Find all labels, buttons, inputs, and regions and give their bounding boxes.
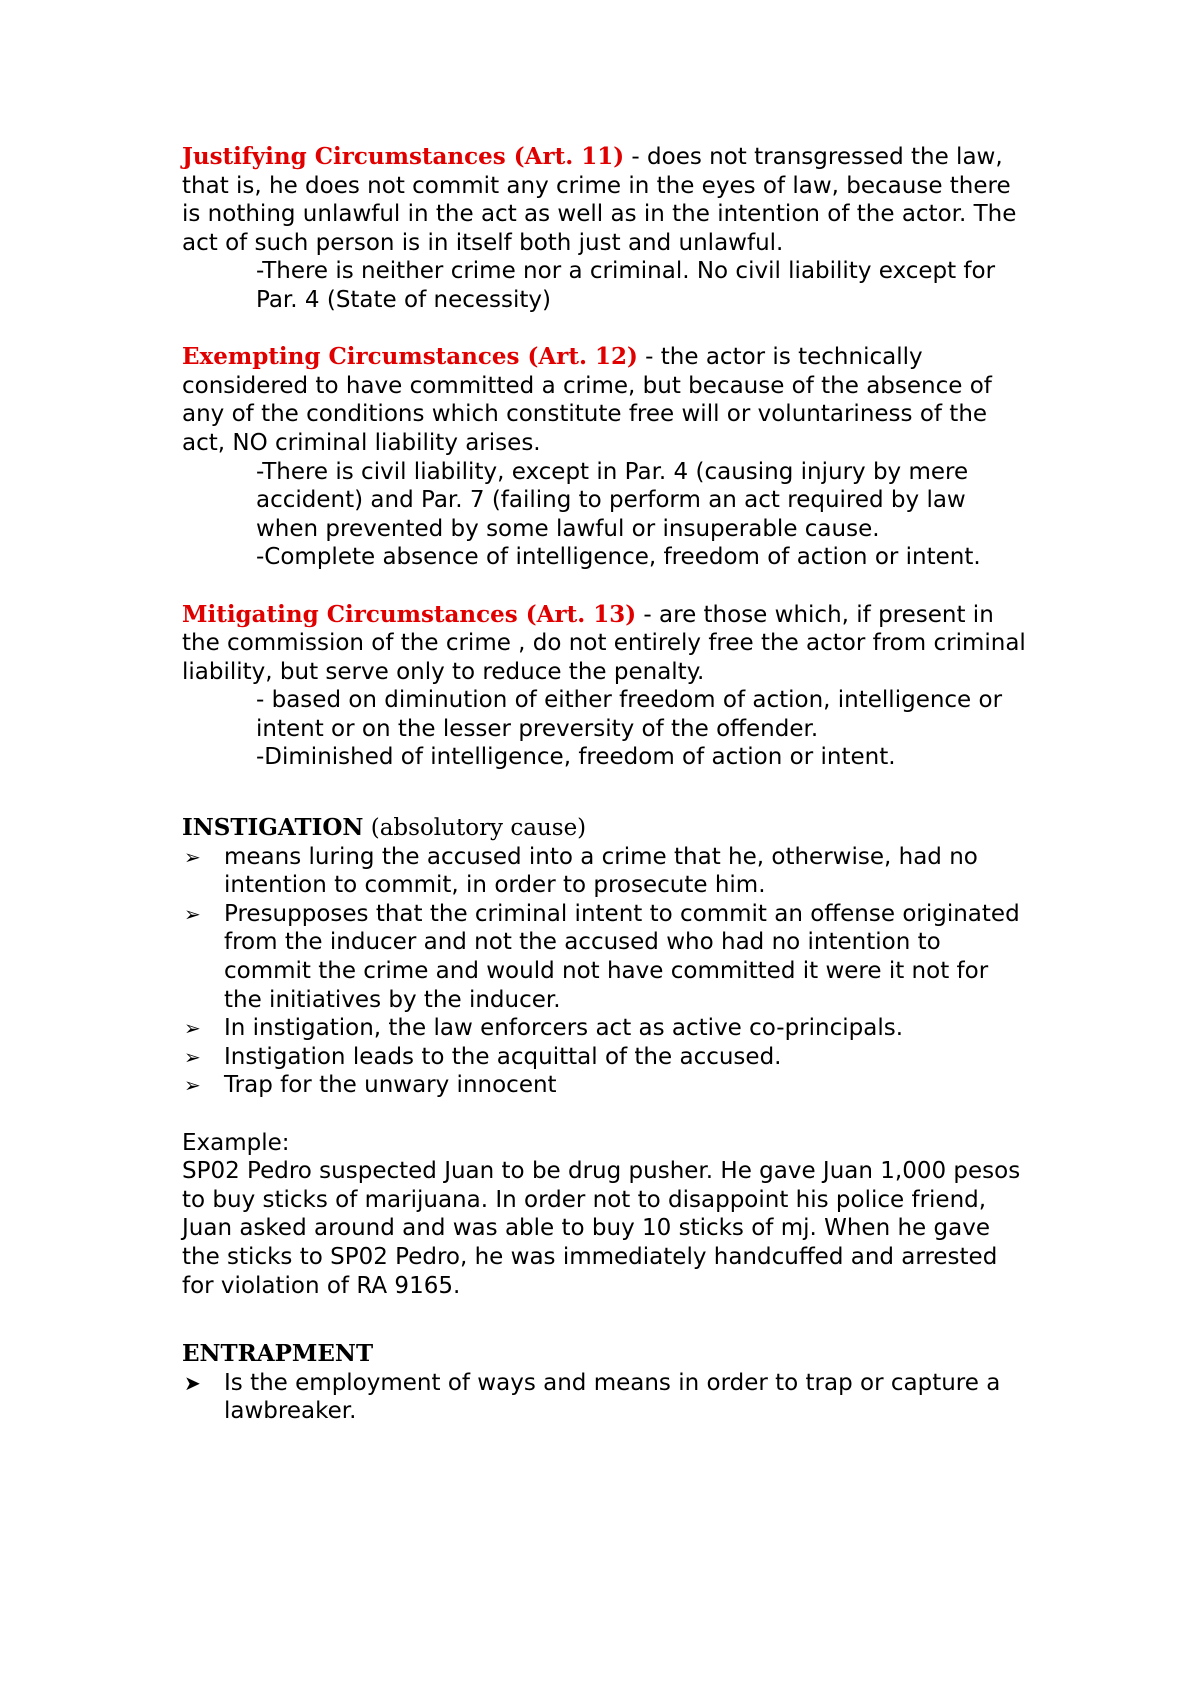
list-item bbox=[182, 900, 1032, 1014]
justifying-paragraph bbox=[182, 143, 1032, 257]
spacer bbox=[182, 772, 1032, 814]
spacer bbox=[182, 1100, 1032, 1129]
arrowhead-bullet-icon: ➢ bbox=[184, 1044, 201, 1069]
arrowhead-bullet-icon: ➢ bbox=[184, 1016, 201, 1041]
example-text: SP02 Pedro suspected Juan to be drug pusher. He gave Juan 1,000 pesos to buy sticks of marijuana. In order not to disappoint his police friend, Juan asked around and was able to buy 10 sticks of mj. When he gave the sticks to SP02 Pedro, he was immediately handcuffed and arrested for violation of RA 9165. bbox=[182, 1158, 1021, 1299]
exempting-title: Exempting Circumstances (Art. 12) bbox=[182, 343, 638, 371]
exempting-paragraph bbox=[182, 343, 1032, 457]
list-item-text: Instigation leads to the acquittal of the accused. bbox=[224, 1043, 782, 1070]
mitigating-text: - are those which, if present in the commission of the crime , do not entirely free the actor from criminal liability, but serve only to reduce the penalty. bbox=[182, 601, 1026, 685]
mitigating-paragraph bbox=[182, 601, 1032, 687]
mitigating-note-1: - based on diminution of either freedom of action, intelligence or intent or on the lesser preversity of the offender. bbox=[256, 687, 1003, 742]
instigation-list bbox=[182, 843, 1032, 1100]
list-item-text: In instigation, the law enforcers act as active co-principals. bbox=[224, 1015, 904, 1042]
list-item-text: Is the employment of ways and means in order to trap or capture a lawbreaker. bbox=[224, 1369, 1001, 1425]
list-item bbox=[182, 1369, 1032, 1426]
list-item bbox=[182, 1043, 1032, 1072]
exempting-text: - the actor is technically considered to have committed a crime, but because of the absence of any of the conditions which constitute free will or voluntariness of the act, NO criminal liability arises. bbox=[182, 344, 992, 456]
list-item-text: means luring the accused into a crime that he, otherwise, had no intention to commit, in order to prosecute him. bbox=[224, 843, 978, 899]
spacer bbox=[182, 315, 1032, 344]
list-item bbox=[182, 1071, 1032, 1100]
list-item-text: Trap for the unwary innocent bbox=[224, 1072, 557, 1099]
spacer bbox=[182, 572, 1032, 601]
arrowhead-bullet-icon: ➢ bbox=[184, 901, 201, 926]
instigation-heading-line bbox=[182, 814, 1032, 843]
arrowhead-bullet-icon: ➢ bbox=[184, 844, 201, 869]
justifying-text: - does not transgressed the law, that is, he does not commit any crime in the eyes of law, because there is nothing unlawful in the act as well as in the intention of the actor. The act of such person is in itself both just and unlawful. bbox=[182, 144, 1017, 256]
spacer bbox=[182, 1300, 1032, 1340]
justifying-title: Justifying Circumstances (Art. 11) bbox=[182, 143, 625, 170]
exempting-note-2: -Complete absence of intelligence, freedom of action or intent. bbox=[256, 544, 981, 571]
example-label: Example: bbox=[182, 1129, 290, 1156]
arrowhead-bullet-icon: ➢ bbox=[184, 1073, 201, 1098]
list-item bbox=[182, 1014, 1032, 1043]
list-item-text: Presupposes that the criminal intent to commit an offense originated from the inducer and not the accused who had no intention to commit the crime and would not have committed it were it not for the initiatives by the inducer. bbox=[224, 900, 1020, 1013]
instigation-heading: INSTIGATION bbox=[182, 814, 364, 842]
arrowhead-bullet-icon: ➤ bbox=[184, 1370, 201, 1395]
instigation-subheading: (absolutory cause) bbox=[363, 815, 587, 842]
justifying-note: -There is neither crime nor a criminal. No civil liability except for Par. 4 (State of necessity) bbox=[256, 258, 996, 313]
entrapment-heading: ENTRAPMENT bbox=[182, 1340, 374, 1368]
exempting-note-1: -There is civil liability, except in Par. 4 (causing injury by mere accident) and Par. 7 (failing to perform an act required by law when prevented by some lawful or insuperable cause. bbox=[256, 458, 969, 542]
entrapment-list bbox=[182, 1369, 1032, 1426]
document-body bbox=[182, 143, 1032, 1426]
mitigating-title: Mitigating Circumstances (Art. 13) bbox=[182, 600, 637, 628]
list-item bbox=[182, 843, 1032, 900]
mitigating-note-2: -Diminished of intelligence, freedom of action or intent. bbox=[256, 744, 896, 771]
